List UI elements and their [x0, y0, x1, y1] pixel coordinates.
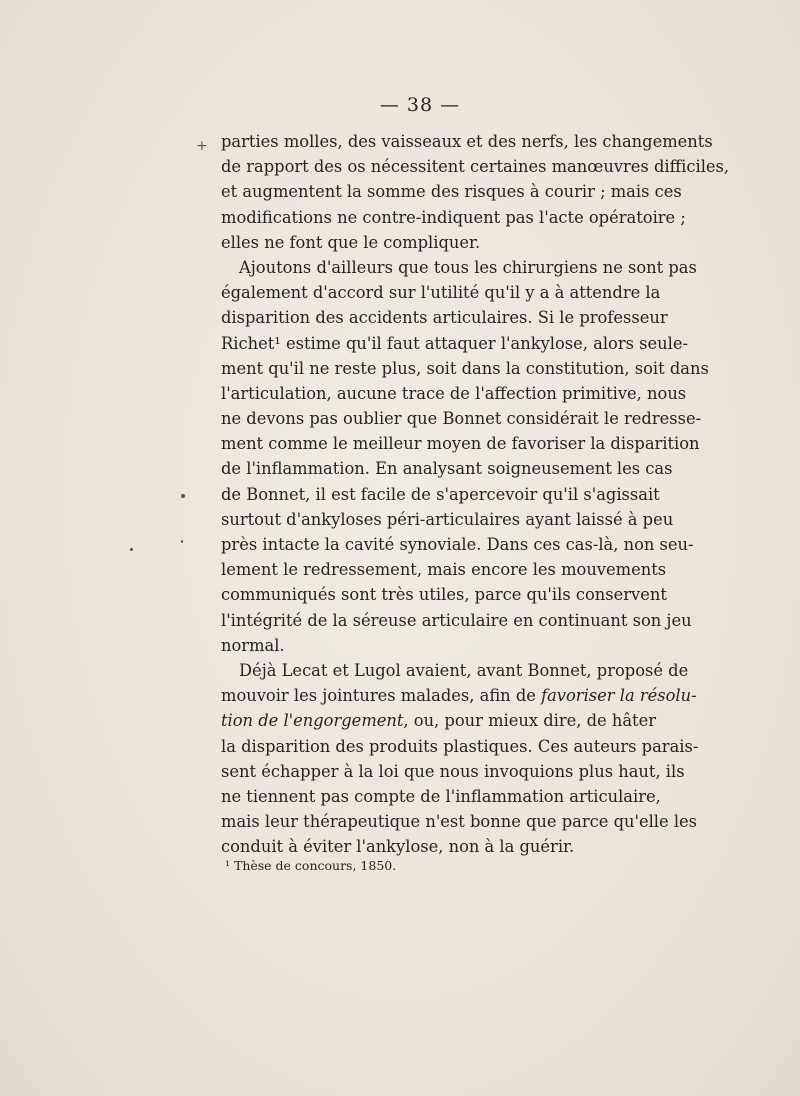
- paper-speck: [181, 540, 183, 543]
- text-line: l'articulation, aucune trace de l'affection primitive, nous: [221, 383, 687, 403]
- italic-segment: favoriser la résolu-: [541, 686, 697, 706]
- text-line: ne devons pas oublier que Bonnet considérait le redresse-: [221, 409, 702, 429]
- text-line: Ajoutons d'ailleurs que tous les chirurgiens ne sont pas: [239, 257, 697, 277]
- text-line: la disparition des produits plastiques. Ces auteurs parais-: [221, 736, 699, 756]
- text-line: Richet¹ estime qu'il faut attaquer l'ankylose, alors seule-: [221, 333, 688, 353]
- text-line: de Bonnet, il est facile de s'apercevoir qu'il s'agissait: [221, 484, 660, 504]
- text-line-mixed: [221, 683, 697, 708]
- text-line: disparition des accidents articulaires. Si le professeur: [221, 308, 668, 328]
- text-line: communiqués sont très utiles, parce qu'ils conservent: [221, 585, 667, 605]
- text-line: ne tiennent pas compte de l'inflammation articulaire,: [221, 786, 661, 806]
- text-line: l'intégrité de la séreuse articulaire en continuant son jeu: [221, 610, 692, 630]
- text-line: de rapport des os nécessitent certaines manœuvres difficiles,: [221, 157, 730, 177]
- text-line-mixed: [221, 708, 656, 733]
- paper-speck: [130, 548, 133, 551]
- margin-mark: +: [196, 138, 208, 154]
- text-line: également d'accord sur l'utilité qu'il y a à attendre la: [221, 283, 661, 303]
- text-line: et augmentent la somme des risques à courir ; mais ces: [221, 182, 682, 202]
- text-line: Déjà Lecat et Lugol avaient, avant Bonnet, proposé de: [239, 660, 689, 680]
- text-line: ment comme le meilleur moyen de favoriser la disparition: [221, 434, 700, 454]
- text-segment: , ou, pour mieux dire, de hâter: [403, 711, 656, 731]
- text-line: ment qu'il ne reste plus, soit dans la constitution, soit dans: [221, 358, 709, 378]
- text-line: parties molles, des vaisseaux et des nerfs, les changements: [221, 132, 713, 151]
- paper-speck: [181, 494, 185, 498]
- text-line: conduit à éviter l'ankylose, non à la guérir.: [221, 837, 575, 857]
- body-text: [221, 129, 730, 859]
- footnote: ¹ Thèse de concours, 1850.: [225, 858, 397, 873]
- text-line: près intacte la cavité synoviale. Dans ces cas-là, non seu-: [221, 535, 694, 554]
- text-line: mais leur thérapeutique n'est bonne que parce qu'elle les: [221, 812, 698, 832]
- text-line: normal.: [221, 635, 285, 655]
- text-line: lement le redressement, mais encore les mouvements: [221, 560, 667, 580]
- text-line: de l'inflammation. En analysant soigneusement les cas: [221, 459, 673, 479]
- italic-segment: tion de l'engorgement: [221, 711, 404, 731]
- text-line: sent échapper à la loi que nous invoquions plus haut, ils: [221, 761, 685, 781]
- text-segment: mouvoir les jointures malades, afin de: [221, 686, 542, 706]
- text-line: modifications ne contre-indiquent pas l'acte opératoire ;: [221, 207, 686, 227]
- text-line: surtout d'ankyloses péri-articulaires ayant laissé à peu: [221, 509, 674, 529]
- text-line: elles ne font que le compliquer.: [221, 232, 481, 252]
- page-number: — 38 —: [379, 94, 461, 116]
